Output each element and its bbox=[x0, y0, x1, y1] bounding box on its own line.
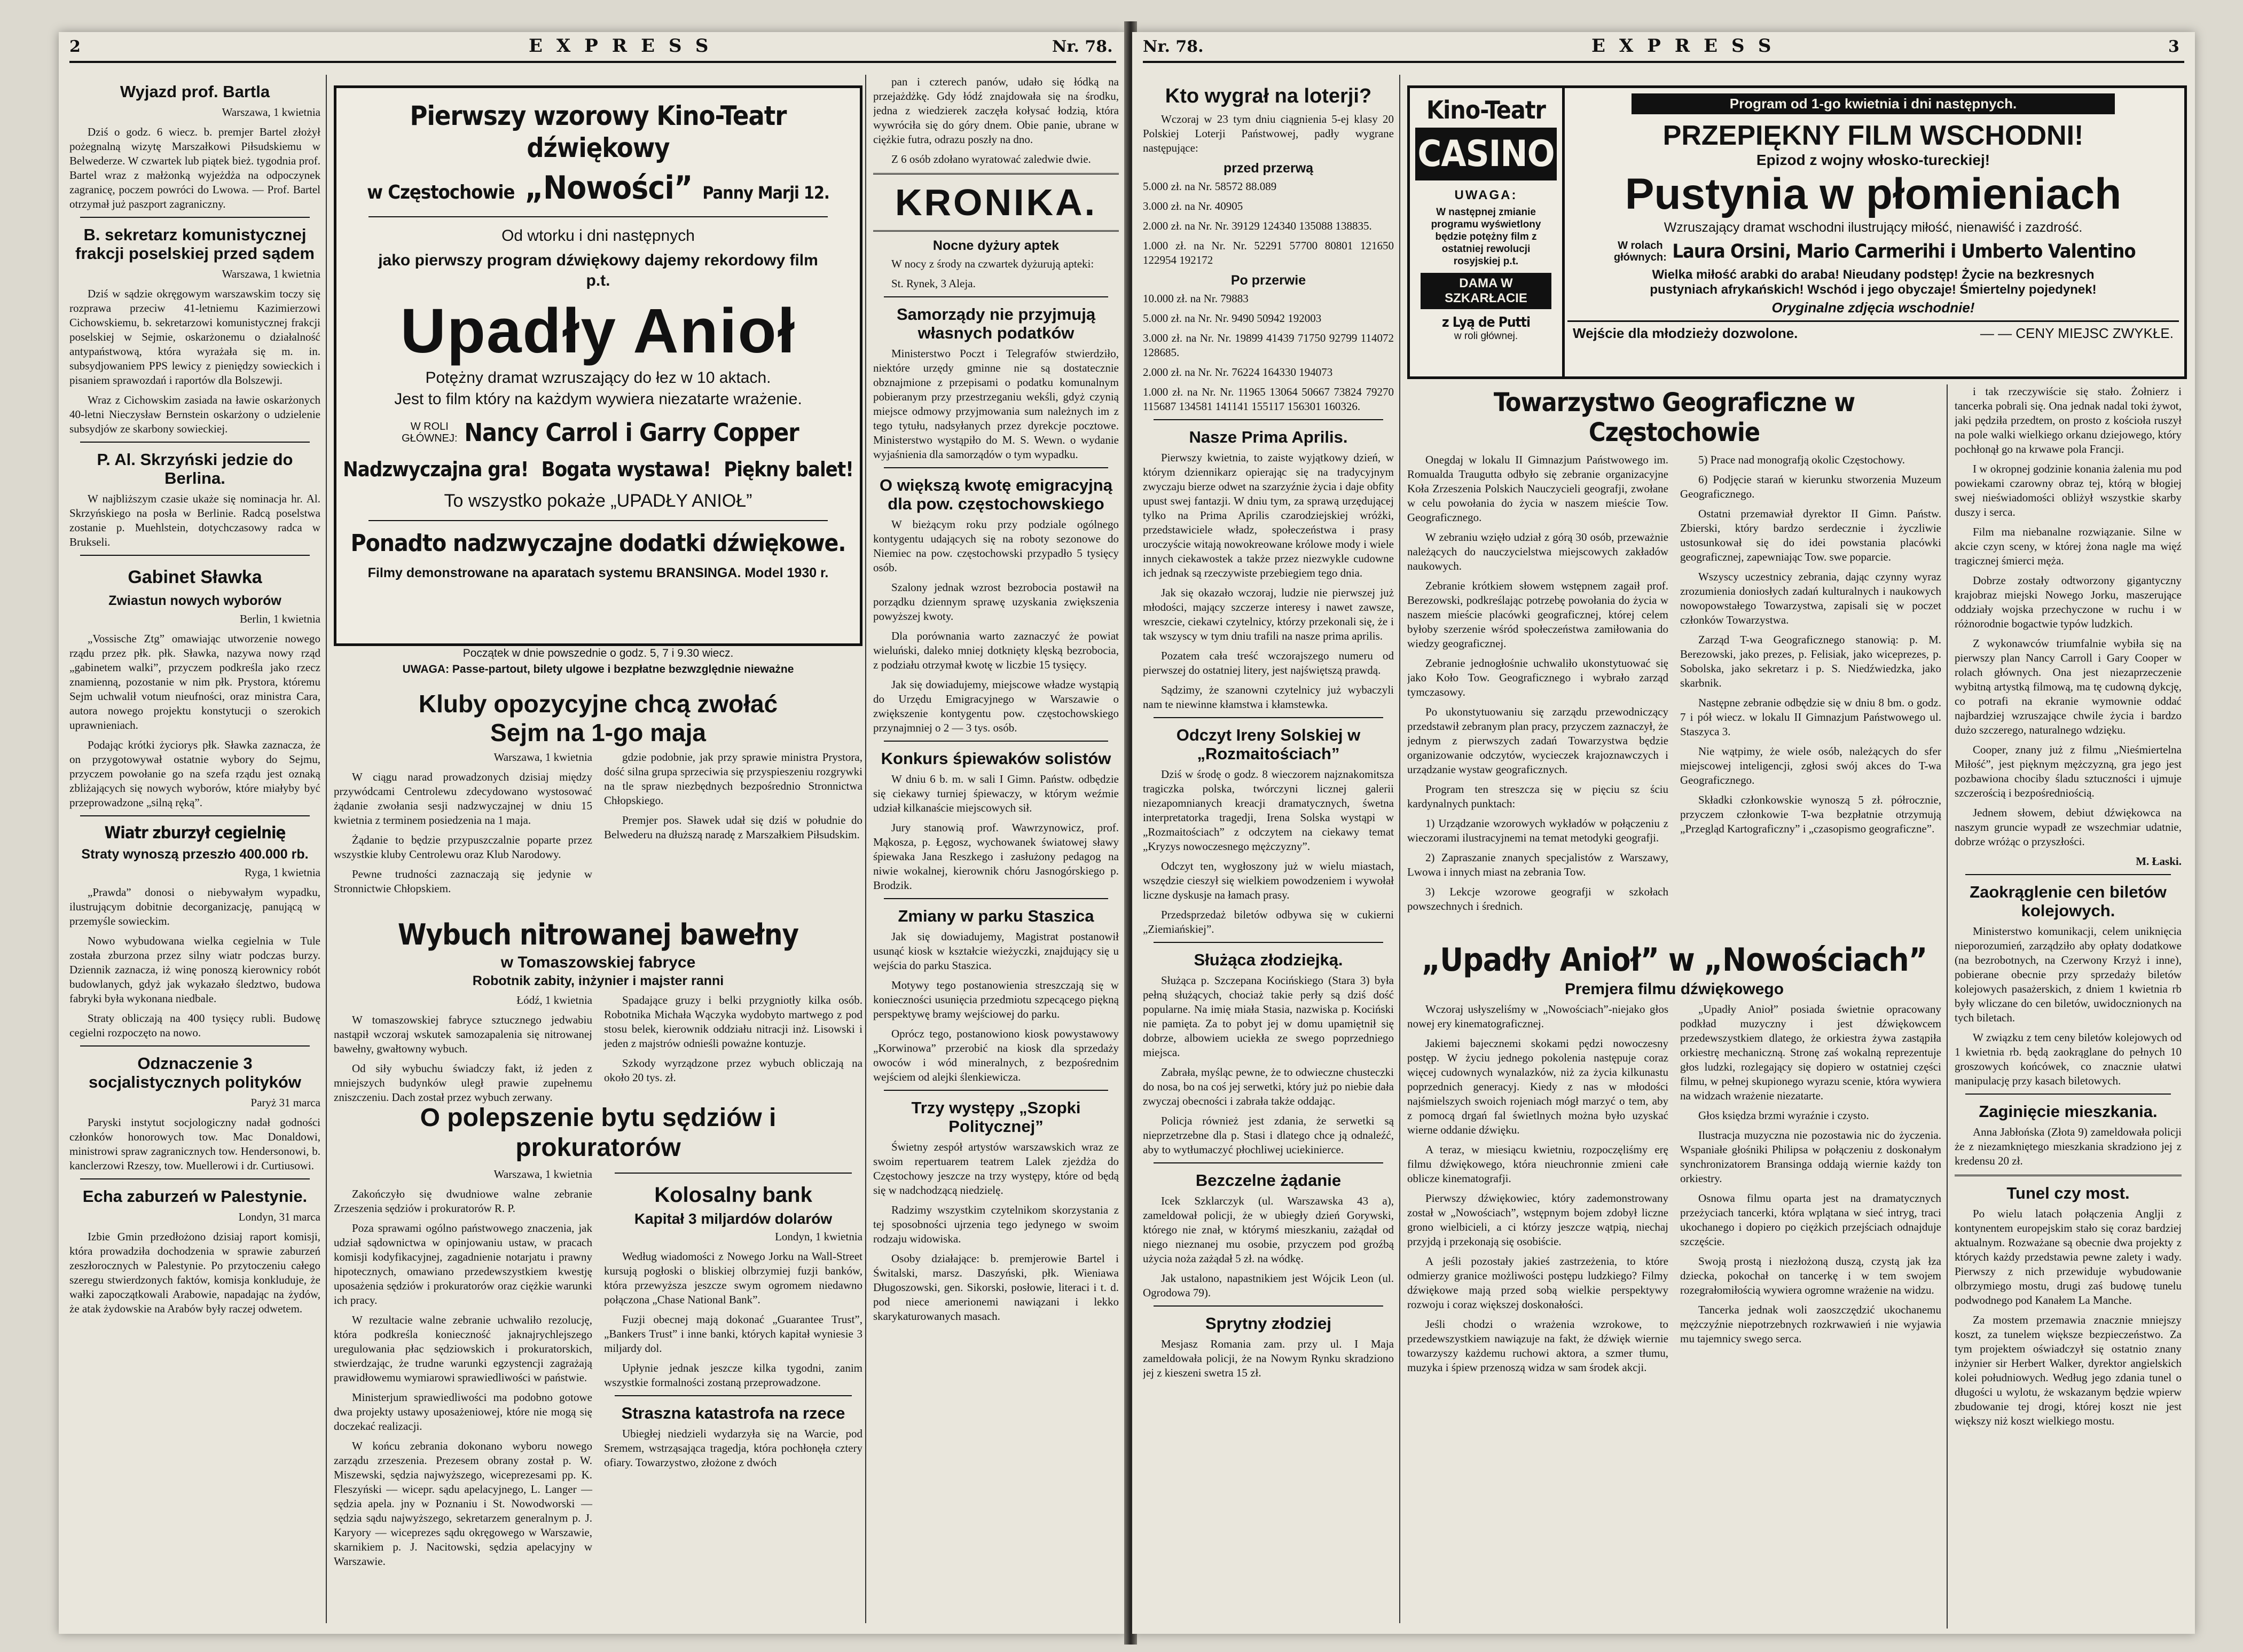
article-text: Dziś w środę o godz. 8 wieczorem najznakomitsza tragiczka polska, twórczyni licznej galerii niezapomnianych kreacji dramatycznych, śwetna interpretatorka tragedji, Irena Solska wystąpi w „Rozmaitościach” z odczytem na ciekawy temat „Kryzys nowoczesnego mężczyzny”. bbox=[1143, 768, 1394, 853]
article-text: Od siły wybuchu świadczy fakt, iż jeden z mniejszych budynków uległ prawie zupełnemu zniszczeniu. Dach został przez wybuch zerwany. bbox=[334, 1062, 592, 1104]
headline: Kto wygrał na loterji? bbox=[1165, 85, 1372, 107]
subheadline: przed przerwą bbox=[1223, 161, 1314, 176]
article-text: Dziś o godz. 6 wiecz. b. premjer Bartel złożył pożegnalną wizytę Marszałkowi Piłsudskiemu w Belwederze. W czwartek lub piątek bież. tygodnia prof. Bartel wraz z małżonką wyjeżdża na odpoczynek zagranicę, poczem powróci do Lwowa. — Prof. Bartel otrzymał już paszport zagraniczny. bbox=[69, 125, 320, 210]
subheadline: Robotnik zabity, inżynier i majster ranni bbox=[472, 973, 724, 988]
article-text: Nowo wybudowana wielka cegielnia w Tule została zburzona przez silny wiatr podczas burzy. Dziennik zaznacza, iż winę ponoszą kierownicy robót budowlanych, gdyż jak wykazało śledztwo, budowa fabryki była wykonana niedbale. bbox=[69, 934, 320, 1005]
subheadline: Straty wynoszą przeszło 400.000 rb. bbox=[81, 847, 309, 862]
headline: „Upadły Anioł” w „Nowościach” bbox=[1421, 941, 1927, 979]
article-text: Z 6 osób zdołano wyratować zaledwie dwie. bbox=[891, 153, 1091, 166]
article-text: Zabrała, myśląc pewne, że to odwieczne chusteczki do nosa, bo na coś jej serwetki, który już po niebie dała zwyczaj obecności i zabrała także oddając. bbox=[1143, 1066, 1394, 1107]
page-number: 2 bbox=[69, 37, 81, 56]
article-text: W związku z tem ceny biletów kolejowych od 1 kwietnia rb. będą zaokrąglane do pełnych 10 groszowych końcówek, co znacznie ułatwi manipulację przy kasach biletowych. bbox=[1955, 1031, 2182, 1087]
dateline: Warszawa, 1 kwietnia bbox=[222, 106, 320, 119]
article-text: Policja również jest zdania, że serwetki są nieprzetrzebne dla p. Stasi i dlatego chce ją odnaleźć, aby to wytłumaczyć płochliwej uciekinierce. bbox=[1143, 1114, 1394, 1156]
article-text: W rezultacie walne zebranie uchwaliło rezolucję, która podkreśla konieczność jaknajrychlejszego uregulowania płac sędziowskich i prokuratorskich, stwierdzając, że trudne warunki egzystencji zagrażają prawidłowemu wymiarowi sprawiedliwości w państwie. bbox=[334, 1313, 592, 1384]
ad-next-star: z Lyą de Putti bbox=[1442, 314, 1530, 331]
divider bbox=[1955, 1175, 2182, 1176]
list-item: 5) Prace nad monografją okolic Częstochowy. bbox=[1698, 453, 1905, 466]
dateline: Łódź, 1 kwietnia bbox=[516, 994, 592, 1006]
right-page bbox=[1132, 32, 2195, 1634]
list-item: 6) Podjęcie starań w kierunku stworzenia Muzeum Geograficznego. bbox=[1680, 473, 1941, 500]
article-text: Tancerka jednak woli zaoszczędzić ukochanemu mężczyźnie niepotrzebnych rozkrwawień i nie wyjawia mu tajemnicy swego serca. bbox=[1680, 1303, 1941, 1345]
article-text: A jeśli pozostały jakieś zastrzeżenia, to które odmierzy granice możliwości postępu ludzkiego? Filmy dźwiękowe mają przed sobą wielkie perspektywy rozwoju i coraz większej doskonałości. bbox=[1407, 1255, 1668, 1311]
column-rule bbox=[1947, 384, 1948, 1629]
article-text: Szkody wyrządzone przez wybuch obliczają na około 20 tys. zł. bbox=[604, 1057, 862, 1084]
article-text: Wraz z Cichowskim zasiada na ławie oskarżonych 40-letni Nieczysław Bernstein oskarżony o udzielenie subsydjów ze skarbony sowieckiej. bbox=[69, 394, 320, 435]
subheadline: w Tomaszowskiej fabryce bbox=[500, 954, 696, 971]
article-text: Jak się dowiadujemy, miejscowe władze wystąpią do Urzędu Emigracyjnego w Warszawie o zwiększenie kontygentu pow. częstochowskiego przynajmniej o 2 — 3 tys. osób. bbox=[873, 678, 1119, 734]
headline: Towarzystwo Geograficzne w Częstochowie bbox=[1493, 388, 1855, 447]
ad-description: Wzruszający dramat wschodni ilustrujący miłość, nienawiść i zazdrość. bbox=[1664, 220, 2083, 235]
headline: Sprytny złodziej bbox=[1205, 1314, 1331, 1333]
divider bbox=[80, 217, 310, 218]
article-text: W nocy z środy na czwartek dyżurują apteki: bbox=[891, 257, 1094, 270]
article-text: Izbie Gmin przedłożono dzisiaj raport komisji, która prowadziła dochodzenia w sprawie zaburzeń zeszłorocznych w Palestynie. Po przytoczeniu całego szeregu stwierdzonych faktów, komisja konkluduje, że wałki zapoczątkowali Arabowie, napadając na żydów, że atak żydowskie na Arabów były raczej odwetem. bbox=[69, 1230, 320, 1315]
article-text: Onegdaj w lokalu II Gimnazjum Państwowego im. Romualda Traugutta odbyło się zebranie organizacyjne Koła Zrzeszenia Polskich Nauczycieli geografji, zwołane w celu powołania do życia w naszem mieście Tow. Geograficznego. bbox=[1407, 453, 1668, 524]
masthead: EXPRESS bbox=[529, 35, 723, 57]
divider bbox=[80, 555, 310, 556]
dateline: Paryż 31 marca bbox=[250, 1096, 320, 1109]
article-text: Ministerstwo Poczt i Telegrafów stwierdziło, niektóre urzędy gminne nie są dostatecznie obznajmione z przepisami o podatku komunalnym pobieranym przy przestrzeganiu wekśli, gdyż czynią miejsce odmowy przyjmowania sum należnych im z tego tytułu, nadsyłanych przez dyrekcje pocztowe. Ministerstwo wystąpiło do M. S. Wewn. o wydanie wyjaśnienia dla samorządów o tym wypadku. bbox=[873, 347, 1119, 461]
lottery-line: 3.000 zł. na Nr. 40905 bbox=[1143, 200, 1243, 213]
article-nowosci bbox=[1407, 940, 1941, 1629]
ad-film-title: Pustynia w płomieniach bbox=[1625, 170, 2122, 218]
ad-description: Potężny dramat wzruszający do łez w 10 aktach. bbox=[425, 369, 771, 387]
headline: Wybuch nitrowanej bawełny bbox=[397, 918, 799, 951]
ad-slogan: pustyniach afrykańskich! Wschód i jego obyczaje! Śmiertelny pojedynek! bbox=[1650, 282, 2097, 297]
article-text: Pozatem cała treść wczorajszego numeru od pierwszej do ostatniej litery, jest najświętszą prawdą. bbox=[1143, 649, 1394, 676]
divider bbox=[615, 1395, 852, 1396]
ad-address: Panny Marji 12. bbox=[702, 183, 829, 203]
article-text: Głos księdza brzmi wyraźnie i czysto. bbox=[1698, 1109, 1869, 1122]
article-text: Jednem słowem, debiut dźwiękowca na naszym gruncie wypadł ze wszechmiar udatnie, dobrze wróżąc o przyszłości. bbox=[1955, 806, 2182, 848]
divider bbox=[884, 467, 1108, 468]
article-text: Pierwszy dźwiękowiec, który zademonstrowany został w „Nowościach”, wstępnym bojem zdobył liczne grono wielbicieli, a ci którzy jeszcze wątpią, niechaj przyjdą i przekonają się osobiście. bbox=[1407, 1192, 1668, 1248]
section-title: KRONIKA. bbox=[895, 182, 1097, 223]
article-text: Cooper, znany już z filmu „Nieśmiertelna Miłość”, jest pięknym mężczyzną, gra jego jest pozbawiona chociby śladu sztuczności i ujmuje szczerością i bezpośredniością. bbox=[1955, 743, 2182, 799]
article-text: Według wiadomości z Nowego Jorku na Wall-Street kursują pogłoski o bliskiej olbrzymiej fuzji banków, która przewyższa jeszcze swym ogromem niedawno połączona „Chase National Bank”. bbox=[604, 1250, 862, 1306]
divider bbox=[884, 741, 1108, 742]
subheadline: Premjera filmu dźwiękowego bbox=[1564, 980, 1784, 998]
divider bbox=[368, 520, 828, 521]
divider bbox=[1154, 419, 1383, 420]
article-text: W zebraniu wzięło udział z górą 30 osób, przeważnie należących do nauczycielstwa miejscowych zakładów naukowych. bbox=[1407, 531, 1668, 572]
ad-praise: Piękny balet! bbox=[724, 458, 853, 481]
article-text: Żądanie to będzie przypuszczalnie poparte przez wszystkie kluby Centrolewu oraz Klub Narodowy. bbox=[334, 833, 592, 861]
lottery-line: 1.000 zł. na Nr. Nr. 52291 57700 80801 121650 122954 192172 bbox=[1143, 239, 1394, 266]
cinema-advertisement-casino bbox=[1407, 85, 2187, 379]
divider bbox=[1154, 717, 1383, 718]
ad-next-role: w roli głównej. bbox=[1454, 331, 1518, 342]
article-text: Swoją prostą i niezłożoną duszą, czystą jak łza dziecka, pokochał on tancerkę i w tem swojem rozegrałomiłością wywiera ogromne wrażenie na widzu. bbox=[1680, 1255, 1941, 1296]
ad-equipment: Filmy demonstrowane na aparatach systemu BRANSINGA. Model 1930 r. bbox=[367, 565, 829, 580]
article-text: Zakończyło się dwudniowe walne zebranie Zrzeszenia sędziów i prokuratorów R. P. bbox=[334, 1187, 592, 1215]
article-text: Zarząd T-wa Geograficznego stanowią: p. M. Berezowski, jako prezes, p. Felisiak, jako wiceprezes, p. Sobolska, jako sekretarz i p. S. Niedźwiedzka, jako skarbnik. bbox=[1680, 633, 1941, 689]
article-text: W najbliższym czasie ukaże się nominacja hr. Al. Skrzyńskiego na posła w Berlinie. Radcą poselstwa zostanie p. Muehlstein, dotychczasowy radca w Brukseli. bbox=[69, 492, 320, 548]
ad-film-title: Upadły Anioł bbox=[400, 296, 796, 366]
article-text: W ciągu narad prowadzonych dzisiaj między przywódcami Centrolewu zdecydowano wystosować żądanie zwołania sesji nadzwyczajnej w dniu 15 kwietnia z terminem posiedzenia na 1 maja. bbox=[334, 770, 592, 827]
ad-description: Jest to film który na każdym wywiera niezatarte wrażenie. bbox=[394, 390, 802, 408]
article-text: Podając krótki życiorys płk. Sławka zaznacza, że on przygotowywał ostatnie wybory do Sejmu, przyczem powołanie go na szefa rządu jest oznaką zbliżających się nowych wyborów, które miałyby być przeprowadzone „silną ręką”. bbox=[69, 738, 320, 809]
lottery-line: 2.000 zł. na Nr. Nr. 39129 124340 135088 138835. bbox=[1143, 219, 1372, 232]
headline: P. Al. Skrzyński jedzie do Berlina. bbox=[97, 450, 293, 487]
article-text: Wczoraj usłyszeliśmy w „Nowościach”-niejako głos nowej ery kinematograficznej. bbox=[1407, 1003, 1668, 1030]
divider bbox=[80, 442, 310, 443]
article-text: Ilustracja muzyczna nie pozostawia nic do życzenia. Wspaniałe głośniki Philipsa w połączeniu z doskonałym synchronizatorem Bransinga oddają wiernie każdy ton orkiestry. bbox=[1680, 1129, 1941, 1185]
issue-number: Nr. 78. bbox=[1143, 37, 1204, 56]
article-text: Jury stanowią prof. Wawrzynowicz, prof. Mąkosza, p. Łęgosz, wychowanek światowej sławy śpiewaka Jana Reszkego i zasłużony pedagog na niwie wokalnej, kierownik chóru Jasnogórskiego p. Brodzik. bbox=[873, 821, 1119, 892]
article-text: Jakiemi bajecznemi skokami pędzi nowoczesny postęp. W życiu jednego pokolenia następuje coraz więcej cudownych wynalazków, niż za życia kilkunastu poprzednich generacyj. Kiedy z nas w młodości najśmielszych swoich rojeniach mógł marzyć o tem, aby z pomocą drgań fal świetlnych można było uzyskać wierne oddanie dźwięku. bbox=[1407, 1037, 1668, 1136]
article-text: Motywy tego postanowienia streszczają się w konieczności usunięcia przedmiotu szpecącego piękną perspektywę bramy wejściowej do parku. bbox=[873, 979, 1119, 1020]
divider bbox=[80, 815, 310, 816]
column-loteria bbox=[1143, 75, 1394, 1623]
ad-notice: W następnej zmianie programu wyświetlony będzie potężny film z ostatniej rewolucji rosyjskiej p.t. bbox=[1431, 207, 1541, 267]
article-text: gdzie podobnie, jak przy sprawie ministra Prystora, dość silna grupa sprzeciwia się przyspieszeniu rozgrywki na tle spraw niezbędnych bezpośrednio Stronnictwa Chłopskiego. bbox=[604, 751, 862, 807]
lottery-line: 10.000 zł. na Nr. 79883 bbox=[1143, 292, 1249, 305]
article-text: St. Rynek, 3 Aleja. bbox=[891, 277, 976, 290]
divider bbox=[1154, 942, 1383, 943]
divider bbox=[884, 1090, 1108, 1091]
author-signature: M. Łaski. bbox=[2136, 855, 2182, 868]
dateline: Londyn, 1 kwietnia bbox=[775, 1230, 862, 1243]
article-text: Straty obliczają na 400 tysięcy rubli. Budowę cegielni rozpoczęto na nowo. bbox=[69, 1012, 320, 1039]
article-text: „Vossische Ztg” omawiając utworzenie nowego rządu przez płk. płk. Sławka, nazywa nowy rząd „gabinetem walki”, przyczem podkreśla jako rzecz znamienną, pozostanie w nim płk. Prystora, któremu Sejm uchwalił votum nieufności, oraz ministra Cara, autora nowego projektu konstytucji o szerokich uprawnieniach. bbox=[69, 632, 320, 731]
ad-tagline: To wszystko pokaże „UPADŁY ANIOŁ” bbox=[444, 491, 752, 511]
lottery-line: 2.000 zł. na Nr. Nr. 76224 164330 194073 bbox=[1143, 366, 1333, 379]
article-text: Z wykonawców triumfalnie wybiła się na pierwszy plan Nancy Carroll i Gary Cooper w rolach głównych. Ona jest niezaprzeczenie wybitną artystką filmową, ma tę cudowną dykcję, co potrafi na ekranie wymownie oddać najbardziej wzruszające chwile życia i bardzo dużo szczerego, naturalnego wdzięku. bbox=[1955, 637, 2182, 736]
article-text: Radzimy wszystkim czytelnikom skorzystania z tej sposobności ujrzenia tego jedynego w swoim rodzaju widowiska. bbox=[873, 1203, 1119, 1245]
ad-roles-label: W rolach głównych: bbox=[1613, 240, 1667, 263]
masthead: EXPRESS bbox=[1591, 35, 1785, 57]
article-text: „Prawda” donosi o niebywałym wypadku, ilustrującym dobitnie decorganizację, panującą w przemyśle sowieckim. bbox=[69, 886, 320, 927]
ad-praise: Bogata wystawa! bbox=[541, 458, 711, 481]
article-text: Wczoraj w 23 tym dniu ciągnienia 5-ej klasy 20 Polskiej Loterji Państwowej, padły wygrane następujące: bbox=[1143, 113, 1394, 154]
headline: Nasze Prima Aprilis. bbox=[1189, 428, 1348, 446]
article-text: Ministerstwo komunikacji, celem uniknięcia nieporozumień, zarządziło aby opłaty dodatkowe (na bezrobotnych, na Czerwony Krzyż i inne), pobierane obecnie przy sprzedaży biletów kolejowych pasażerskich, z dniem 1 kwietnia rb były wliczane do cen biletów, uwidocznionych na tych biletach. bbox=[1955, 925, 2182, 1024]
article-text: Premjer pos. Sławek udał się dziś w południe do Belwederu na dłuższą naradę z Marszałkiem Piłsudskim. bbox=[604, 814, 862, 841]
ad-program: jako pierwszy program dźwiękowy dajemy rekordowy film p.t. bbox=[378, 251, 818, 289]
article-text: Dobrze zostały odtworzony gigantyczny krajobraz miejski Nowego Jorku, maszerujące oddziały wojska przechyczone w ruchu i w różnorodnie bogactwie typów ludzkich. bbox=[1955, 574, 2182, 630]
ad-stars: Laura Orsini, Mario Carmerihi i Umberto Valentino bbox=[1672, 240, 2136, 263]
headline: Zmiany w parku Staszica bbox=[898, 907, 1094, 925]
header-rule bbox=[69, 61, 1116, 63]
cinema-advertisement-nowosci bbox=[334, 85, 862, 646]
header-rule bbox=[1143, 61, 2184, 63]
ad-cinema-name: Kino-Teatr bbox=[1426, 96, 1546, 124]
article-text: Odczyt ten, wygłoszony już w wielu miastach, wszędzie cieszył się wielkiem powodzeniem i wywołał liczne dyskusje na łamach prasy. bbox=[1143, 860, 1394, 901]
article-text: W tomaszowskiej fabryce sztucznego jedwabiu nastąpił wczoraj wskutek samozapalenia się nitrowanej bawełny, gwałtowny wybuch. bbox=[334, 1013, 592, 1055]
article-text: Zebranie jednogłośnie uchwaliło ukonstytuować się jako Koło Tow. Geograficznego i wybrało zarząd tymczasowy. bbox=[1407, 657, 1668, 698]
ad-episode: Epizod z wojny włosko-tureckiej! bbox=[1756, 152, 1990, 168]
article-text: Anna Jabłońska (Złota 9) zameldowała policji że z niezamkniętego mieszkania skradziono jej z kredensu 20 zł. bbox=[1955, 1126, 2182, 1167]
headline: Służąca złodziejką. bbox=[1194, 950, 1343, 969]
issue-number: Nr. 78. bbox=[1052, 37, 1113, 56]
article-text: Dziś w sądzie okręgowym warszawskim toczy się rozprawa przeciw 41-letniemu Kazimierzowi Cichowskiemu, b. sekretarzowi komunistycznej frakcji poselskiej w Sejmie, oskarżonemu o działalność antypaństwową, która wyrażała się m. in. subsydjowaniem PPS lewicy z pieniędzy sowieckich i pisaniem sprawozdań i raportów dla Bolszewji. bbox=[69, 287, 320, 387]
article-text: Icek Szklarczyk (ul. Warszawska 43 a), zameldował policji, że w ubiegły dzień Gorywski, którego nie znał, w którymś mieszkaniu, zażądał od niego nieznanej mu osobie, przyczem pod groźbą użycia noża zażądał 5 zł. na wódkę. bbox=[1143, 1194, 1394, 1265]
column-1 bbox=[69, 75, 320, 1623]
article-text: Ubiegłej niedzieli wydarzyła się na Warcie, pod Sremem, wstrząsająca tragedja, która pochłonęła cztery ofiary. Towarzystwo, złożone z dwóch bbox=[604, 1427, 862, 1469]
article-text: Po ukonstytuowaniu się zarządu przewodniczący przedstawił zebranym plan pracy, przyczem zaznaczył, że jednym z pierwszych zadań Towarzystwa będzie organizowanie odczytów, wycieczek krajoznawczych i urządzanie wystaw geograficznych. bbox=[1407, 705, 1668, 776]
divider bbox=[80, 1045, 310, 1047]
article-text: Za mostem przemawia znacznie mniejszy koszt, za tunelem większe bezpieczeństwo. Za tym projektem oświadczył się ostatnio znany inżynier sir Herbert Walker, dyrektor angielskich kolei południowych. Według jego zdania tunel o długości u wylotu, że wskazanym będzie wpierw zbudowanie tej drogi, której koszt nie jest większy niż koszt wielkiego mostu. bbox=[1955, 1313, 2182, 1427]
headline: Kluby opozycyjne chcą zwołać Sejm na 1-go maja bbox=[418, 690, 778, 746]
headline: Gabinet Sławka bbox=[128, 567, 262, 587]
article-text: W dniu 6 b. m. w sali I Gimn. Państw. odbędzie się ciekawy turniej śpiewaczy, w którym weźmie udział kilkanaście miejscowych sił. bbox=[873, 773, 1119, 814]
dateline: Berlin, 1 kwietnia bbox=[239, 612, 320, 625]
ad-date: Od wtorku i dni następnych bbox=[501, 227, 695, 245]
article-text: Pewne trudności zaznaczają się jedynie w Stronnictwie Chłopskiem. bbox=[334, 868, 592, 895]
headline: Straszna katastrofa na rzece bbox=[621, 1404, 845, 1422]
ad-cinema-name: CASINO bbox=[1415, 128, 1557, 180]
dateline: Warszawa, 1 kwietnia bbox=[493, 1168, 592, 1181]
article-text: Po wielu latach połączenia Anglji z kontynentem europejskim stało się coraz bardziej aktualnym. Rozważane są obecnie dwa projekty z których każdy przedstawia pewne zalety i wady. Pierwszy z nich przewiduje wybudowanie olbrzymiego mostu, drugi zaś budowę tunelu podwodnego pod Kanałem La Manche. bbox=[1955, 1207, 2182, 1307]
article-geo bbox=[1407, 384, 1941, 918]
article-text: Fuzji obecnej mają dokonać „Guarantee Trust”, „Bankers Trust” i inne banki, których kapitał wyniesie 3 miljardy dol. bbox=[604, 1313, 862, 1355]
ad-headline: Pierwszy wzorowy Kino-Teatr dźwiękowy bbox=[410, 100, 787, 163]
headline: B. sekretarz komunistycznej frakcji poselskiej przed sądem bbox=[75, 225, 315, 263]
article-text: Program ten streszcza się w pięciu sz ściu kardynalnych punktach: bbox=[1407, 783, 1668, 810]
ad-extras: Ponadto nadzwyczajne dodatki dźwiękowe. bbox=[350, 530, 846, 557]
article-text: Świetny zespół artystów warszawskich wraz ze swoim repertuarem teatrem Lalek zjeżdża do Częstochowy jeszcze na trzy występy, które od będą się w nadchodzącą niedzielę. bbox=[873, 1140, 1119, 1197]
dateline: Warszawa, 1 kwietnia bbox=[493, 751, 592, 764]
divider bbox=[1154, 1305, 1383, 1307]
headline: Wiatr zburzył cegielnię bbox=[104, 823, 286, 843]
ad-prices: — — CENY MIEJSC ZWYKŁE. bbox=[1980, 325, 2174, 341]
dateline: Warszawa, 1 kwietnia bbox=[222, 268, 320, 280]
article-text: Dla porównania warto zaznaczyć że powiat wieluński, daleko mniej dotknięty klęską bezrobocia, z podziału otrzymał kwotę w liczbie 15 tysięcy. bbox=[873, 630, 1119, 671]
list-item: 2) Zapraszanie znanych specjalistów z Warszawy, Lwowa i innych miast na zebrania Tow. bbox=[1407, 851, 1668, 878]
divider bbox=[1965, 874, 2171, 875]
ad-headline: PRZEPIĘKNY FILM WSCHODNI! bbox=[1662, 120, 2084, 151]
article-text: W końcu zebrania dokonano wyboru nowego zarządu zrzeszenia. Prezesem obrany został p. W. Miszewski, sędzia najwyższego, wiceprezesami pp. K. Fleszyński — wicepr. sądu apelacyjnego, L. Langer — sędzia apela. jny w Poznaniu i St. Nowodworski — sędzia sądu najwyższego, sekretarzem generalnym p. J. Karyory — wiceprezes sądu okręgowego w Warszawie, skarnikiem p. J. Nacitowski, sędzia apelacyjny w Warszawie. bbox=[334, 1439, 592, 1568]
headline: Nocne dyżury aptek bbox=[932, 238, 1060, 253]
column-rule bbox=[865, 75, 866, 1623]
article-text: Ostatni przemawiał dyrektor II Gimn. Państw. Zbierski, który bardzo serdecznie i życzliwie ustosunkował się do idei powstania placówki geograficznej, zapewniając Tow. swe poparcie. bbox=[1680, 507, 1941, 563]
headline: Kolosalny bank bbox=[654, 1183, 812, 1207]
article-text: Jeśli chodzi o wrażenia wzrokowe, to przedewszystkiem nawiązuje na fakt, że dźwięk wiernie towarzyszy każdemu ruchowi aktora, a szmer tłumu, muzyka i śpiew przenoszą widza w sam środek akcji. bbox=[1407, 1318, 1668, 1374]
headline: Tunel czy most. bbox=[2006, 1184, 2130, 1202]
article-text: Pierwszy kwietnia, to zaiste wyjątkowy dzień, w którym dziennikarz opierając się na tradycyjnym zwyczaju bierze odwet na szarzyźnie życia i daje obfity upust swej fantazji. W dniu tym, za sprawą urzędującej tylko na Prima Aprilis czarodziejskiej wróżki, przedstawiciele władz, społeczeństwa i prasy uroczyście witają nowokreowane królowe mody i wiele innych ciekawostek a także przez niezwykle cudowne ich jednak są rzeczywiste przebiegiem tego dnia. bbox=[1143, 451, 1394, 579]
headline: Zaokrąglenie cen biletów kolejowych. bbox=[1970, 883, 2167, 920]
divider bbox=[873, 230, 1119, 232]
ad-original: Oryginalne zdjęcia wschodnie! bbox=[1771, 300, 1975, 316]
lottery-line: 5.000 zł. na Nr. 58572 88.089 bbox=[1143, 180, 1277, 193]
article-text: Jak się okazało wczoraj, ludzie nie pierwszej już młodości, mający szczerze interesy i nawet zawsze, wreszcie, ciekawi czytelnicy, którzy przekonali się, że i tak wszyscy w tym dniu trafili na nasze prima aprilis. bbox=[1143, 586, 1394, 642]
ad-program-date: Program od 1-go kwietnia i dni następnych. bbox=[1632, 93, 2115, 114]
lottery-line: 5.000 zł. na Nr. Nr. 9490 50942 192003 bbox=[1143, 312, 1322, 325]
divider bbox=[1965, 1094, 2171, 1095]
article-text: Poza sprawami ogólno państwowego znaczenia, jak udział sądownictwa w opinjowaniu ustaw, w pracach komisji kodyfikacyjnej, zagadnienie notarjatu i prawny hipotecznych, omawiano przedewszystkiem kwestję uposażenia sędziów i prokuratorów oraz ciężkie warunki ich pracy. bbox=[334, 1222, 592, 1307]
article-text: W bieżącym roku przy podziale ogólnego kontygentu udających się na roboty sezonowe do Niemiec na pow. częstochowski przypadło 5 tysięcy osób. bbox=[873, 518, 1119, 574]
subheadline: Zwiastun nowych wyborów bbox=[108, 593, 281, 608]
left-page bbox=[59, 32, 1127, 1634]
ad-showtimes: Początek w dnie powszednie o godz. 5, 7 i 9.30 wiecz. bbox=[462, 647, 734, 659]
headline: Odznaczenie 3 socjalistycznych polityków bbox=[89, 1054, 301, 1091]
lottery-line: 3.000 zł. na Nr. Nr. 19899 41439 71750 92799 114072 128685. bbox=[1143, 332, 1394, 359]
headline: Echa zaburzeń w Palestynie. bbox=[82, 1187, 308, 1206]
article-text: Jak się dowiadujemy, Magistrat postanowił usunąć kiosk w kształcie wieżyczki, znajdujący się u wejścia do parku Staszica. bbox=[873, 930, 1119, 972]
column-last bbox=[1955, 384, 2182, 1629]
article-text: Osnowa filmu oparta jest na dramatycznych przeżyciach tancerki, która wplątana w sieć intryg, traci ukochanego i dopiero po ciężkich przejściach odnajduje szczęście. bbox=[1680, 1192, 1941, 1248]
divider bbox=[884, 296, 1108, 297]
column-kronika bbox=[873, 75, 1119, 1623]
headline: Samorządy nie przyjmują własnych podatków bbox=[896, 305, 1096, 342]
divider bbox=[368, 216, 828, 217]
article-text: Oprócz tego, postanowiono kiosk powystawowy „Korwinowa” przerobić na kiosk dla sprzedaży owoców i wód mineralnych, z bezpośrednim wejściem od alejki ślenkiewicza. bbox=[873, 1027, 1119, 1083]
article-text: Wszyscy uczestnicy zebrania, dając czynny wyraz zrozumienia doniosłych zadań kulturalnych i naukowych nowopowstałego Towarzystwa, zapisali się w poczet członków Towarzystwa. bbox=[1680, 570, 1941, 626]
article-text: I w okropnej godzinie konania żalenia mu pod powiekami czarowny obraz tej, którą w błogiej swej nieświadomości obliżył wszystkie skarby duszy i serca. bbox=[1955, 462, 2182, 518]
ad-roles-label: W ROLI GŁÓWNEJ: bbox=[402, 421, 458, 444]
headline: Wyjazd prof. Bartla bbox=[120, 82, 270, 101]
article-text: Osoby działające: b. premjerowie Bartel i Świtalski, marsz. Daszyński, płk. Wieniawa Długoszowski, gen. Sikorski, posłowie, literaci i t. d. pod niece amerionemi nawiązani i lekko skarykaturowanych masach. bbox=[873, 1252, 1119, 1323]
headline: Zaginięcie mieszkania. bbox=[1979, 1102, 2158, 1121]
dateline: Londyn, 31 marca bbox=[238, 1210, 320, 1223]
subheadline: Po przerwie bbox=[1230, 273, 1306, 288]
article-text: Mesjasz Romania zam. przy ul. I Maja zameldowała policji, że na Nowym Rynku skradziono jej z kieszeni swetra 15 zł. bbox=[1143, 1338, 1394, 1379]
divider bbox=[884, 898, 1108, 899]
article-text: Sądzimy, że szanowni czytelnicy już wybaczyli nam te niewinne kłamstwa i kłamstewka. bbox=[1143, 683, 1394, 711]
subheadline: Kapitał 3 miljardów dolarów bbox=[634, 1210, 833, 1227]
article-text: pan i czterech panów, udało się łódką na przejażdżkę. Gdy łódź znajdowała się na środku, jedna z wiedzierek zaczęła kołysać łodzią, która wywróciła się do góry dnem. Obie panie, ubrane w ciężkie futra, odrazu poszły na dno. bbox=[873, 75, 1119, 146]
divider bbox=[615, 1173, 852, 1174]
article-text: Jak ustalono, napastnikiem jest Wójcik Leon (ul. Ogrodowa 79). bbox=[1143, 1272, 1394, 1299]
divider bbox=[873, 173, 1119, 175]
ad-slogan: Wielka miłość arabki do araba! Nieudany podstęp! Życie na bezkresnych bbox=[1652, 268, 2095, 282]
headline: O większą kwotę emigracyjną dla pow. częstochowskiego bbox=[880, 476, 1112, 513]
article-text: Ministerjum sprawiedliwości ma podobno gotowe dwa projekty ustawy uposażeniowej, które nie mogą się doczekać realizacji. bbox=[334, 1391, 592, 1433]
headline: Trzy występy „Szopki Politycznej” bbox=[911, 1098, 1081, 1136]
ad-praise: Nadzwyczajna gra! bbox=[343, 458, 529, 481]
article-kluby bbox=[334, 686, 862, 937]
ad-notice-label: UWAGA: bbox=[1454, 188, 1518, 202]
divider bbox=[80, 1178, 310, 1179]
article-text: „Upadły Anioł” posiada świetnie opracowany podkład muzyczny i jest dźwiękowcem przedewszystkiem dlatego, że orkiestra żywa zastąpiła orkiestrę mechaniczną. Stronę zaś wokalną reprezentuje głos ludzki, rozlegający się dopiero w ostatniej części filmu, w pełnej skupionego wyrazu scenie, która wywiera na widzach wrażenie niezatarte. bbox=[1680, 1003, 1941, 1102]
list-item: 1) Urządzanie wzorowych wykładów w połączeniu z wieczorami ilustracyjnemi na temat metodyki geografji. bbox=[1407, 817, 1668, 844]
column-rule bbox=[326, 75, 327, 1623]
ad-stars: Nancy Carrol i Garry Copper bbox=[464, 418, 799, 447]
article-text: Przedsprzedaż biletów odbywa się w cukierni „Ziemiańskiej”. bbox=[1143, 908, 1394, 935]
headline: Bezczelne żądanie bbox=[1195, 1171, 1342, 1190]
page-number: 3 bbox=[2168, 37, 2179, 56]
article-sedziow bbox=[334, 1100, 862, 1629]
headline: Konkurs śpiewaków solistów bbox=[881, 749, 1111, 768]
headline: O polepszenie bytu sędziów i prokuratorów bbox=[420, 1104, 777, 1162]
ad-cinema-name: „Nowości” bbox=[524, 169, 693, 207]
ad-city: w Częstochowie bbox=[367, 182, 515, 203]
article-text: i tak rzeczywiście się stało. Żołnierz i tancerka pobrali się. Ona jednak nadal toki żywot, jaki pędziła przedtem, on prosto z kościoła ruszył na pole walki wielkiego orkanu dziejowego, który pochłonął go na krwawe pola Francji. bbox=[1955, 385, 2182, 455]
article-text: Następne zebranie odbędzie się w dniu 8 bm. o godz. 7 i pół wiecz. w lokalu II Gimnazjum Państwowego ul. Staszyca 3. bbox=[1680, 696, 1941, 738]
article-text: Składki członkowskie wynoszą 5 zł. półrocznie, przyczem członkowie T-wa bezpłatnie otrzymują „Przegląd Kartograficzny” i „czasopismo geograficzne”. bbox=[1680, 793, 1941, 835]
article-text: Paryski instytut socjologiczny nadał godności członków honorowych tow. Mac Donaldowi, ministrowi spraw zagranicznych tow. Hendersonowi, b. kanclerzowi Rzeszy, tow. Muellerowi i dr. Curtiusowi. bbox=[69, 1116, 320, 1172]
list-item: 3) Lekcje wzorowe geografji w szkołach powszechnych i średnich. bbox=[1407, 885, 1668, 912]
lottery-line: 1.000 zł. na Nr. Nr. 11965 13064 50667 73824 79270 115687 134581 141141 155117 156301 160326. bbox=[1143, 386, 1394, 413]
column-rule bbox=[1399, 75, 1400, 1623]
divider bbox=[1154, 1162, 1383, 1163]
ad-entry: Wejście dla młodzieży dozwolone. bbox=[1573, 325, 1798, 341]
article-text: A teraz, w miesiącu kwietniu, rozpoczęliśmy erę filmu dźwiękowego, która nieuchronnie zmieni całe oblicze kinematografji. bbox=[1407, 1143, 1668, 1185]
ad-notice: UWAGA: Passe-partout, bilety ulgowe i bezpłatne bezwzględnie nieważne bbox=[402, 663, 794, 675]
article-text: Upłynie jednak jeszcze kilka tygodni, zanim wszystkie formalności zostaną przeprowadzone. bbox=[604, 1362, 862, 1389]
article-text: Film ma niebanalne rozwiązanie. Silne w akcie czyn sceny, w której żona nagle ma więź tragicznej śmierci męża. bbox=[1955, 525, 2182, 567]
article-text: Spadające gruzy i belki przygniotły kilka osób. Robotnika Michała Wączyka wydobyto martwego z pod stosu belek, kierownik oddziału nitracji inż. Lisowski i jeden z majstrów odnieśli poważne kontuzje. bbox=[604, 994, 862, 1050]
article-text: Służąca p. Szczepana Kocińskiego (Stara 3) była pełną służących, chociaż takie perły są dziś dość popularne. Na imię miała Stasia, nazwiska p. Kociński nie pamięta. Za to pobyt jej w domu upamiętnił się dobrze, albowiem uciekła ze swego poprzedniego miejsca. bbox=[1143, 974, 1394, 1059]
article-text: Zebranie krótkiem słowem wstępnem zagaił prof. Berezowski, podkreślając potrzebę powołania do życia w naszem mieście placówki geograficznej, której celem byłoby szerzenie wśród społeczeństwa zamiłowania do wiedzy geograficznej. bbox=[1407, 579, 1668, 650]
dateline: Ryga, 1 kwietnia bbox=[244, 866, 320, 879]
article-text: Szalony jednak wzrost bezrobocia postawił na porządku dziennym sprawę uzyskania zwiększenia powyższej kwoty. bbox=[873, 581, 1119, 623]
headline: Odczyt Ireny Solskiej w „Rozmaitościach” bbox=[1176, 726, 1361, 763]
article-text: Nie wątpimy, że wiele osób, należących do sfer miejscowej inteligencji, zgłosi swój akces do T-wa Geograficznego. bbox=[1680, 745, 1941, 786]
ad-next-film: DAMA W SZKARŁACIE bbox=[1421, 273, 1551, 309]
